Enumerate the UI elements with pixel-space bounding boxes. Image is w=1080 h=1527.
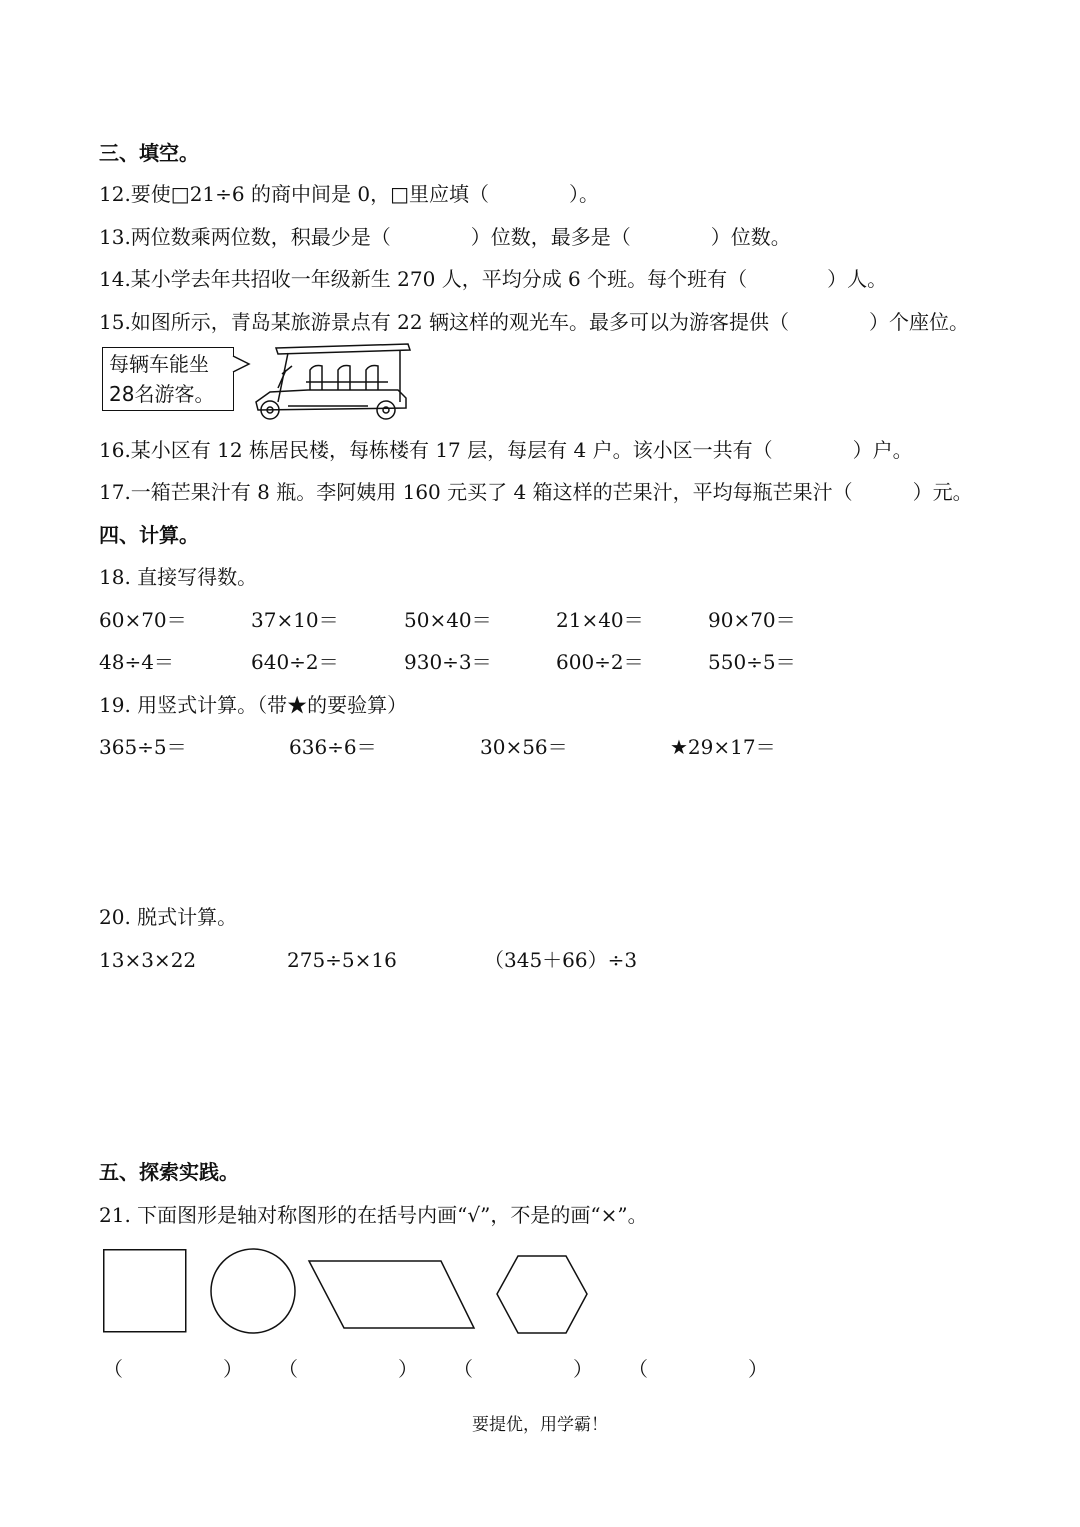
q19-item: 30×56＝	[480, 735, 568, 759]
parallelogram-icon	[308, 1260, 476, 1330]
sightseeing-cart-icon	[248, 340, 413, 422]
answer-bracket[interactable]: （ ）	[278, 1357, 418, 1381]
question-21: 21. 下面图形是轴对称图形的在括号内画“√”，不是的画“×”。	[99, 1203, 648, 1227]
q18-item: 48÷4＝	[99, 650, 174, 674]
q18-item: 90×70＝	[708, 608, 796, 632]
question-16: 16.某小区有 12 栋居民楼，每栋楼有 17 层，每层有 4 户。该小区一共有（ ）户。	[99, 438, 913, 462]
q18-item: 37×10＝	[251, 608, 339, 632]
q18-item: 930÷3＝	[404, 650, 492, 674]
question-14: 14.某小学去年共招收一年级新生 270 人，平均分成 6 个班。每个班有（ ）人。	[99, 267, 888, 291]
question-17: 17.一箱芒果汁有 8 瓶。李阿姨用 160 元买了 4 箱这样的芒果汁，平均每瓶芒果汁（ ）元。	[99, 480, 973, 504]
q20-item: 275÷5×16	[287, 948, 397, 972]
q18-item: 600÷2＝	[556, 650, 644, 674]
answer-bracket[interactable]: （ ）	[628, 1357, 768, 1381]
q19-item: ★29×17＝	[670, 735, 776, 759]
q18-item: 50×40＝	[404, 608, 492, 632]
section-3-heading: 三、填空。	[99, 141, 199, 165]
question-15: 15.如图所示，青岛某旅游景点有 22 辆这样的观光车。最多可以为游客提供（ ）个座位。	[99, 310, 969, 334]
question-20: 20. 脱式计算。	[99, 905, 238, 929]
bubble-line-1: 每辆车能坐	[109, 352, 209, 376]
q18-item: 21×40＝	[556, 608, 644, 632]
answer-bracket[interactable]: （ ）	[453, 1357, 593, 1381]
answer-bracket[interactable]: （ ）	[103, 1357, 243, 1381]
q18-item: 550÷5＝	[708, 650, 796, 674]
hexagon-icon	[496, 1255, 588, 1335]
question-12: 12.要使□21÷6 的商中间是 0，□里应填（ ）。	[99, 182, 599, 206]
q20-item: 13×3×22	[99, 948, 197, 972]
question-19: 19. 用竖式计算。（带★的要验算）	[99, 693, 408, 717]
speech-bubble	[102, 347, 234, 411]
q19-item: 636÷6＝	[289, 735, 377, 759]
q18-item: 60×70＝	[99, 608, 187, 632]
bubble-line-2: 28名游客。	[109, 382, 215, 406]
q18-item: 640÷2＝	[251, 650, 339, 674]
question-18: 18. 直接写得数。	[99, 565, 258, 589]
square-icon	[103, 1249, 187, 1333]
question-13: 13.两位数乘两位数，积最少是（ ）位数，最多是（ ）位数。	[99, 225, 791, 249]
page-footer: 要提优，用学霸！	[472, 1415, 608, 1435]
circle-icon	[210, 1248, 296, 1334]
section-4-heading: 四、计算。	[99, 523, 199, 547]
q19-item: 365÷5＝	[99, 735, 187, 759]
q20-item: （345＋66）÷3	[484, 948, 638, 972]
section-5-heading: 五、探索实践。	[99, 1160, 239, 1184]
